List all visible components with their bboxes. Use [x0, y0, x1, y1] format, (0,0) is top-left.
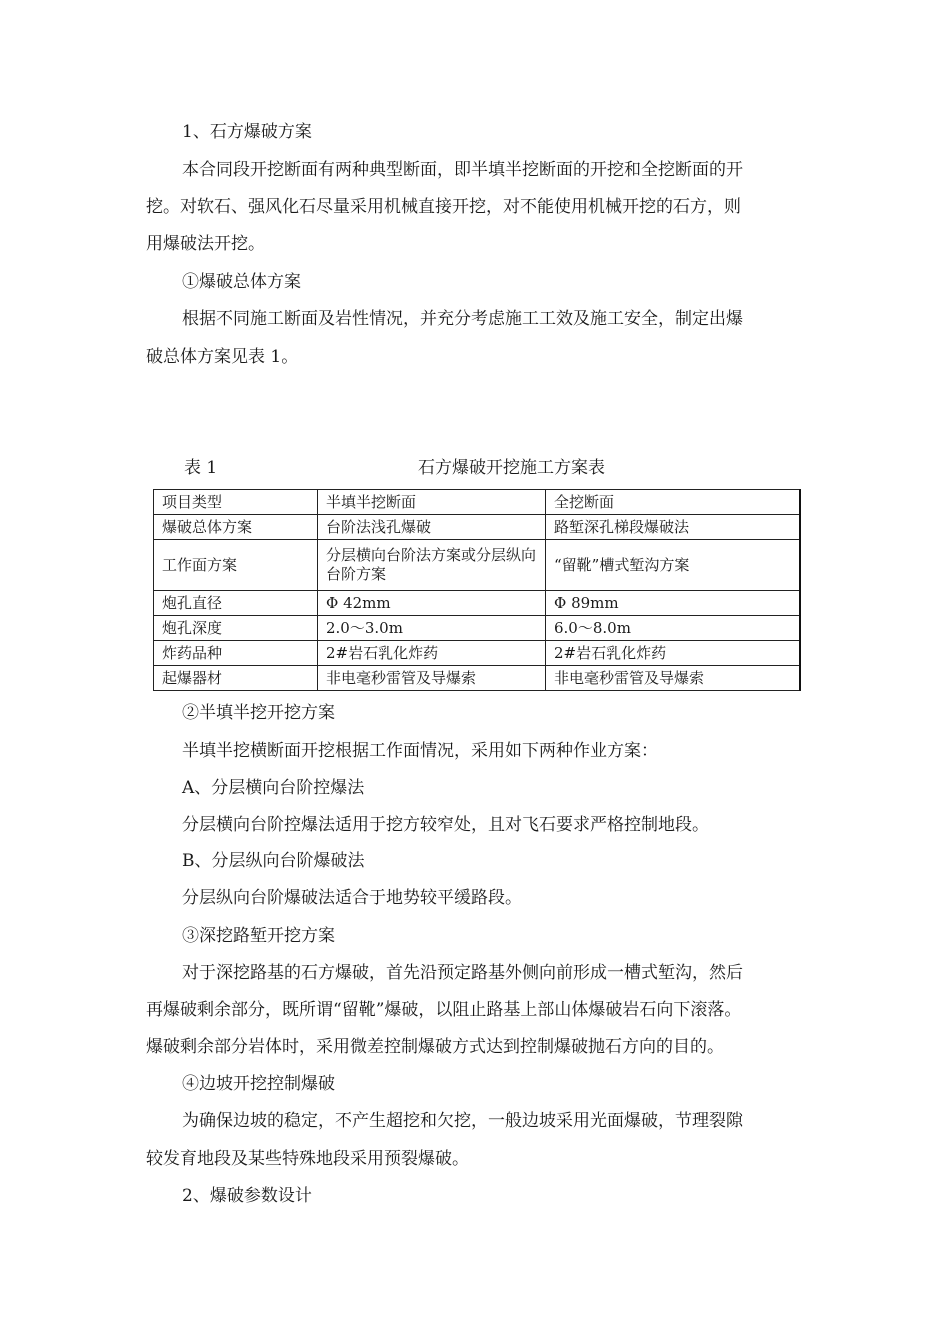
table-cell: 台阶法浅孔爆破: [318, 515, 546, 540]
subsection-heading: ②半填半挖开挖方案: [182, 703, 335, 723]
table-cell: 起爆器材: [154, 666, 318, 691]
table-cell: Φ 89mm: [546, 591, 800, 616]
table-row: [154, 641, 800, 666]
table-row: [154, 490, 800, 515]
paragraph-line: 爆破剩余部分岩体时，采用微差控制爆破方式达到控制爆破抛石方向的目的。: [146, 1037, 724, 1057]
table-row: [154, 616, 800, 641]
subsection-heading: ④边坡开挖控制爆破: [182, 1074, 335, 1094]
table-cell: Φ 42mm: [318, 591, 546, 616]
blasting-plan-table: [153, 489, 801, 691]
table-cell: 非电毫秒雷管及导爆索: [546, 666, 800, 691]
subsection-heading: ③深挖路堑开挖方案: [182, 926, 335, 946]
paragraph-line: 再爆破剩余部分，既所谓“留靴”爆破，以阻止路基上部山体爆破岩石向下滚落。: [146, 1000, 742, 1020]
table-cell: 2#岩石乳化炸药: [546, 641, 800, 666]
table-cell: 炸药品种: [154, 641, 318, 666]
subsection-heading: A、分层横向台阶控爆法: [182, 778, 365, 798]
paragraph-line: 挖。对软石、强风化石尽量采用机械直接开挖，对不能使用机械开挖的石方，则: [146, 197, 741, 217]
paragraph-line: 分层横向台阶控爆法适用于挖方较窄处，且对飞石要求严格控制地段。: [182, 815, 709, 835]
table-cell: 炮孔直径: [154, 591, 318, 616]
table-cell: 6.0～8.0m: [546, 616, 800, 641]
paragraph-line: 根据不同施工断面及岩性情况，并充分考虑施工工效及施工安全，制定出爆: [182, 309, 743, 329]
table-cell: 项目类型: [154, 490, 318, 515]
table-cell: 非电毫秒雷管及导爆索: [318, 666, 546, 691]
table-row: [154, 540, 800, 591]
subsection-heading: B、分层纵向台阶爆破法: [182, 851, 365, 871]
table-cell: 路堑深孔梯段爆破法: [546, 515, 800, 540]
table-title: 石方爆破开挖施工方案表: [418, 458, 605, 478]
section-heading-1: 1、石方爆破方案: [182, 122, 312, 142]
section-heading-2: 2、爆破参数设计: [182, 1186, 312, 1206]
table-row: [154, 666, 800, 691]
paragraph-line: 较发育地段及某些特殊地段采用预裂爆破。: [146, 1149, 469, 1169]
paragraph-line: 本合同段开挖断面有两种典型断面，即半填半挖断面的开挖和全挖断面的开: [182, 160, 743, 180]
table-cell: 爆破总体方案: [154, 515, 318, 540]
table-cell: 炮孔深度: [154, 616, 318, 641]
paragraph-line: 半填半挖横断面开挖根据工作面情况，采用如下两种作业方案：: [182, 741, 658, 761]
paragraph-line: 破总体方案见表 1。: [146, 347, 299, 367]
table-cell: 全挖断面: [546, 490, 800, 515]
paragraph-line: 为确保边坡的稳定，不产生超挖和欠挖，一般边坡采用光面爆破，节理裂隙: [182, 1111, 743, 1131]
table-label: 表 1: [184, 458, 218, 478]
table-cell: 分层横向台阶法方案或分层纵向台阶方案: [318, 540, 546, 591]
table-row: [154, 515, 800, 540]
subsection-heading: ①爆破总体方案: [182, 272, 301, 292]
paragraph-line: 对于深挖路基的石方爆破，首先沿预定路基外侧向前形成一槽式堑沟，然后: [182, 963, 743, 983]
table-row: [154, 591, 800, 616]
table-cell: 2#岩石乳化炸药: [318, 641, 546, 666]
table-cell: “留靴”槽式堑沟方案: [546, 540, 800, 591]
table-cell: 半填半挖断面: [318, 490, 546, 515]
table-cell: 工作面方案: [154, 540, 318, 591]
table-cell: 2.0～3.0m: [318, 616, 546, 641]
paragraph-line: 分层纵向台阶爆破法适合于地势较平缓路段。: [182, 888, 522, 908]
paragraph-line: 用爆破法开挖。: [146, 234, 265, 254]
